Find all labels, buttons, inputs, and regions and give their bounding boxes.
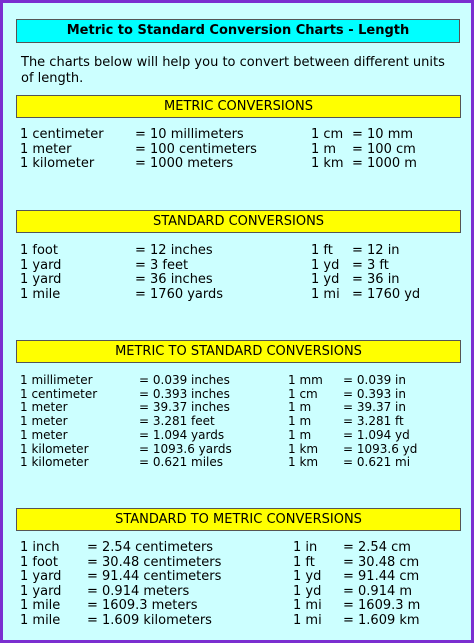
unit-abbr: 1 km bbox=[288, 441, 319, 456]
abbr-value: = 10 mm bbox=[352, 127, 414, 142]
unit-name: 1 mile bbox=[20, 286, 61, 302]
unit-abbr: 1 m bbox=[288, 414, 312, 429]
page-title: Metric to Standard Conversion Charts - Length bbox=[16, 19, 460, 43]
unit-abbr: 1 m bbox=[311, 141, 337, 157]
conversion-row bbox=[3, 556, 471, 570]
unit-value: = 2.54 centimeters bbox=[87, 540, 214, 555]
unit-name: 1 foot bbox=[20, 243, 58, 258]
unit-value: = 1609.3 meters bbox=[87, 598, 198, 613]
conversion-row bbox=[3, 428, 471, 442]
unit-name: 1 kilometer bbox=[20, 455, 89, 470]
abbr-value: = 3.281 ft bbox=[343, 414, 404, 429]
unit-value: = 1000 meters bbox=[135, 156, 234, 171]
unit-abbr: 1 cm bbox=[288, 386, 318, 401]
unit-name: 1 yard bbox=[20, 257, 62, 273]
unit-value: = 0.914 meters bbox=[87, 583, 190, 599]
unit-abbr: 1 mm bbox=[288, 373, 323, 387]
unit-value: = 1760 yards bbox=[135, 286, 224, 302]
conversion-row bbox=[3, 244, 471, 258]
abbr-value: = 1.609 km bbox=[343, 612, 420, 628]
unit-value: = 3.281 feet bbox=[139, 414, 215, 429]
unit-value: = 100 centimeters bbox=[135, 141, 257, 157]
unit-value: = 1093.6 yards bbox=[139, 441, 232, 456]
unit-name: 1 foot bbox=[20, 554, 58, 570]
conversion-row bbox=[3, 373, 471, 387]
unit-name: 1 inch bbox=[20, 540, 60, 555]
section-heading: METRIC CONVERSIONS bbox=[16, 95, 461, 118]
abbr-value: = 91.44 cm bbox=[343, 569, 420, 584]
abbr-value: = 1.094 yd bbox=[343, 427, 410, 442]
unit-abbr: 1 yd bbox=[311, 257, 340, 273]
conversion-row bbox=[3, 614, 471, 628]
unit-abbr: 1 yd bbox=[293, 583, 322, 599]
unit-value: = 0.621 miles bbox=[139, 455, 224, 470]
abbr-value: = 100 cm bbox=[352, 141, 416, 157]
unit-abbr: 1 mi bbox=[293, 612, 322, 628]
conversion-row bbox=[3, 143, 471, 157]
unit-value: = 36 inches bbox=[135, 272, 213, 287]
unit-value: = 10 millimeters bbox=[135, 127, 244, 142]
unit-abbr: 1 m bbox=[288, 400, 312, 415]
unit-name: 1 mile bbox=[20, 612, 61, 628]
unit-name: 1 meter bbox=[20, 427, 68, 442]
unit-name: 1 centimeter bbox=[20, 386, 98, 401]
conversion-row bbox=[3, 157, 471, 171]
conversion-row bbox=[3, 455, 471, 469]
unit-abbr: 1 ft bbox=[293, 554, 315, 570]
unit-abbr: 1 cm bbox=[311, 127, 344, 142]
conversion-row bbox=[3, 288, 471, 302]
unit-name: 1 meter bbox=[20, 414, 68, 429]
unit-value: = 12 inches bbox=[135, 243, 213, 258]
conversion-row bbox=[3, 387, 471, 401]
unit-abbr: 1 km bbox=[311, 156, 344, 171]
unit-value: = 0.039 inches bbox=[139, 373, 230, 387]
section-heading: STANDARD TO METRIC CONVERSIONS bbox=[16, 508, 461, 531]
unit-abbr: 1 km bbox=[288, 455, 319, 470]
unit-abbr: 1 in bbox=[293, 540, 318, 555]
section-heading: STANDARD CONVERSIONS bbox=[16, 210, 461, 233]
conversion-row bbox=[3, 273, 471, 287]
abbr-value: = 0.039 in bbox=[343, 373, 406, 387]
abbr-value: = 39.37 in bbox=[343, 400, 406, 415]
unit-name: 1 yard bbox=[20, 583, 62, 599]
abbr-value: = 2.54 cm bbox=[343, 540, 411, 555]
abbr-value: = 1093.6 yd bbox=[343, 441, 418, 456]
conversion-row bbox=[3, 599, 471, 613]
unit-abbr: 1 yd bbox=[293, 569, 322, 584]
abbr-value: = 1000 m bbox=[352, 156, 417, 171]
conversion-row bbox=[3, 414, 471, 428]
abbr-value: = 0.621 mi bbox=[343, 455, 411, 470]
unit-name: 1 millimeter bbox=[20, 373, 93, 387]
unit-abbr: 1 mi bbox=[311, 286, 340, 302]
abbr-value: = 1760 yd bbox=[352, 286, 421, 302]
abbr-value: = 0.393 in bbox=[343, 386, 406, 401]
unit-name: 1 meter bbox=[20, 400, 68, 415]
unit-value: = 0.393 inches bbox=[139, 386, 230, 401]
unit-abbr: 1 m bbox=[288, 427, 312, 442]
unit-value: = 39.37 inches bbox=[139, 400, 230, 415]
conversion-row bbox=[3, 442, 471, 456]
conversion-row bbox=[3, 128, 471, 142]
abbr-value: = 0.914 m bbox=[343, 583, 413, 599]
abbr-value: = 12 in bbox=[352, 243, 400, 258]
unit-name: 1 kilometer bbox=[20, 156, 95, 171]
unit-value: = 30.48 centimeters bbox=[87, 554, 222, 570]
unit-value: = 3 feet bbox=[135, 257, 189, 273]
abbr-value: = 1609.3 m bbox=[343, 598, 421, 613]
unit-name: 1 yard bbox=[20, 569, 62, 584]
abbr-value: = 36 in bbox=[352, 272, 400, 287]
unit-name: 1 kilometer bbox=[20, 441, 89, 456]
unit-name: 1 mile bbox=[20, 598, 61, 613]
conversion-row bbox=[3, 570, 471, 584]
unit-value: = 1.609 kilometers bbox=[87, 612, 212, 628]
unit-abbr: 1 yd bbox=[311, 272, 340, 287]
conversion-row bbox=[3, 585, 471, 599]
unit-abbr: 1 ft bbox=[311, 243, 333, 258]
unit-name: 1 centimeter bbox=[20, 127, 104, 142]
unit-value: = 1.094 yards bbox=[139, 427, 225, 442]
abbr-value: = 3 ft bbox=[352, 257, 389, 273]
conversion-row bbox=[3, 541, 471, 555]
unit-name: 1 yard bbox=[20, 272, 62, 287]
intro-text: The charts below will help you to convert between different units of length. bbox=[21, 55, 445, 86]
conversion-row bbox=[3, 400, 471, 414]
conversion-row bbox=[3, 259, 471, 273]
abbr-value: = 30.48 cm bbox=[343, 554, 420, 570]
unit-abbr: 1 mi bbox=[293, 598, 322, 613]
unit-value: = 91.44 centimeters bbox=[87, 569, 222, 584]
unit-name: 1 meter bbox=[20, 141, 72, 157]
section-heading: METRIC TO STANDARD CONVERSIONS bbox=[16, 340, 461, 363]
